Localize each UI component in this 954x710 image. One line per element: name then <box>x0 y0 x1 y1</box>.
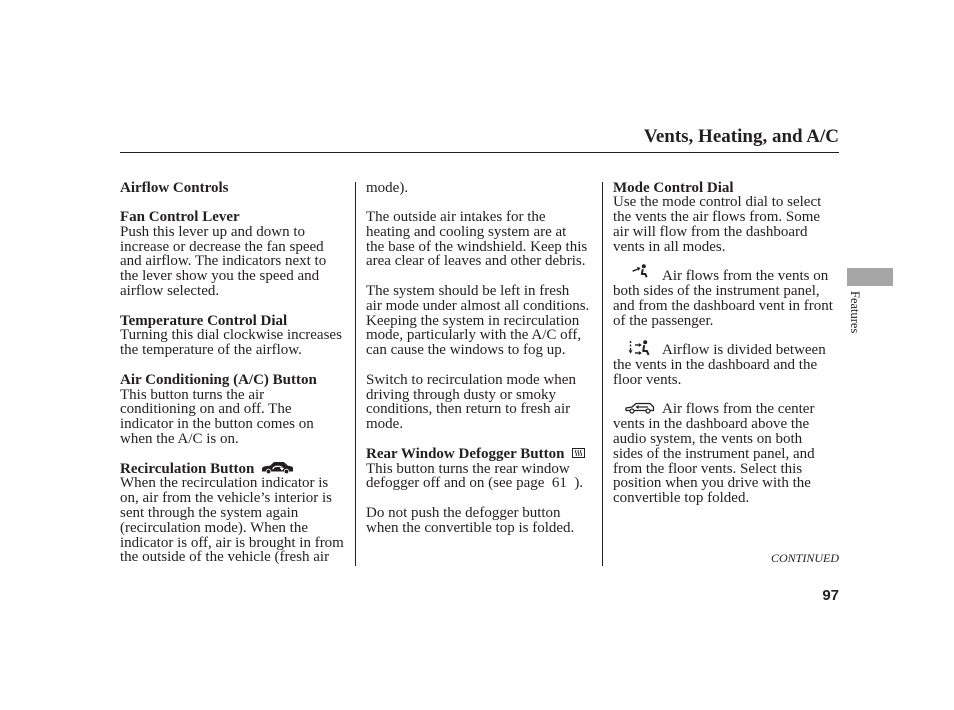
fan-control-lever-heading: Fan Control Lever <box>120 209 240 226</box>
mode-control-dial-section <box>613 181 843 255</box>
defogger-warning-section <box>366 506 596 536</box>
section-tab <box>847 268 893 286</box>
mode-convertible-section <box>613 402 843 506</box>
dusty-conditions-text: Switch to recirculation mode when driving through dusty or smoky conditions, then return to fresh air mode. <box>366 371 576 433</box>
recirculation-continued-text: mode). <box>366 179 409 196</box>
rear-window-defogger-section <box>366 447 596 491</box>
mode-convertible-text: Air flows from the center vents in the dashboard above the audio system, the vents on both sides of the instrument panel, and from the floor vents. Select this position when you drive with the convertible top folded. <box>613 401 815 507</box>
air-conditioning-button-text: This button turns the air conditioning on and off. The indicator in the button comes on when the A/C is on. <box>120 386 314 448</box>
column-3 <box>613 181 843 521</box>
page-title: Vents, Heating, and A/C <box>643 126 839 147</box>
mode-bi-level-text: Airflow is divided between the vents in the dashboard and the floor vents. <box>613 342 826 388</box>
mode-dash-vent-text: Air flows from the vents on both sides of the instrument panel, and from the dashboard vent in front of the passenger. <box>613 268 833 329</box>
mode-control-dial-text: Use the mode control dial to select the vents the air flows from. Some air will flow from the dashboard vents in all modes. <box>613 194 822 255</box>
fan-control-lever-text: Push this lever up and down to increase or decrease the fan speed and airflow. The indicators next to the lever show you the speed and airflow selected. <box>120 223 327 300</box>
temperature-control-dial-heading: Temperature Control Dial <box>120 312 288 329</box>
recirculation-button-label: Recirculation Button <box>120 460 255 477</box>
column-2 <box>366 181 596 551</box>
defogger-warning-text: Do not push the defogger button when the convertible top is folded. <box>366 505 575 536</box>
recirculation-button-heading <box>120 462 350 477</box>
mode-bi-level-section <box>613 343 843 387</box>
rear-defogger-icon <box>572 448 585 458</box>
continued-note: CONTINUED <box>770 551 839 565</box>
mode-control-dial-heading: Mode Control Dial <box>613 179 734 196</box>
recirculation-button-text: When the recirculation indicator is on, air from the vehicle’s interior is sent through the system again (recirculation mode). When the indicator is off, air is brought in from the outside of the vehicle (fresh air <box>120 475 344 566</box>
recirculation-continued-section <box>366 181 596 196</box>
mode-bi-level-icon <box>613 344 662 354</box>
recirculation-icon <box>261 463 294 473</box>
mode-dash-vent-section <box>613 269 843 328</box>
airflow-controls-heading: Airflow Controls <box>120 179 229 196</box>
airflow-controls-section <box>120 181 350 196</box>
recirculation-button-section <box>120 462 350 566</box>
air-conditioning-button-section <box>120 373 350 447</box>
temperature-control-dial-text: Turning this dial clockwise increases the temperature of the airflow. <box>120 327 342 359</box>
mode-convertible-icon <box>613 403 662 413</box>
mode-dash-vent-icon <box>613 270 662 280</box>
rear-window-defogger-label: Rear Window Defogger Button <box>366 445 565 462</box>
fresh-air-mode-text: The system should be left in fresh air mode under almost all conditions. Keeping the system in recirculation mode, particularly with the A/C off, can cause the windows to fog up. <box>366 283 590 359</box>
column-divider-1 <box>355 182 356 566</box>
title-rule <box>120 152 839 153</box>
outside-air-intake-text: The outside air intakes for the heating and cooling system are at the base of the windshield. Keep this area clear of leaves and other debris. <box>366 209 588 270</box>
air-conditioning-button-heading: Air Conditioning (A/C) Button <box>120 371 317 388</box>
fan-control-lever-section <box>120 210 350 299</box>
outside-air-intake-section <box>366 210 596 269</box>
rear-window-defogger-heading <box>366 447 596 462</box>
page-number: 97 <box>822 587 839 604</box>
temperature-control-dial-section <box>120 314 350 358</box>
column-1 <box>120 181 350 581</box>
dusty-conditions-section <box>366 373 596 432</box>
section-tab-label: Features <box>848 291 862 334</box>
rear-window-defogger-text: This button turns the rear window defogger off and on (see page 61 ). <box>366 460 584 492</box>
fresh-air-mode-section <box>366 284 596 358</box>
column-divider-2 <box>602 182 603 566</box>
